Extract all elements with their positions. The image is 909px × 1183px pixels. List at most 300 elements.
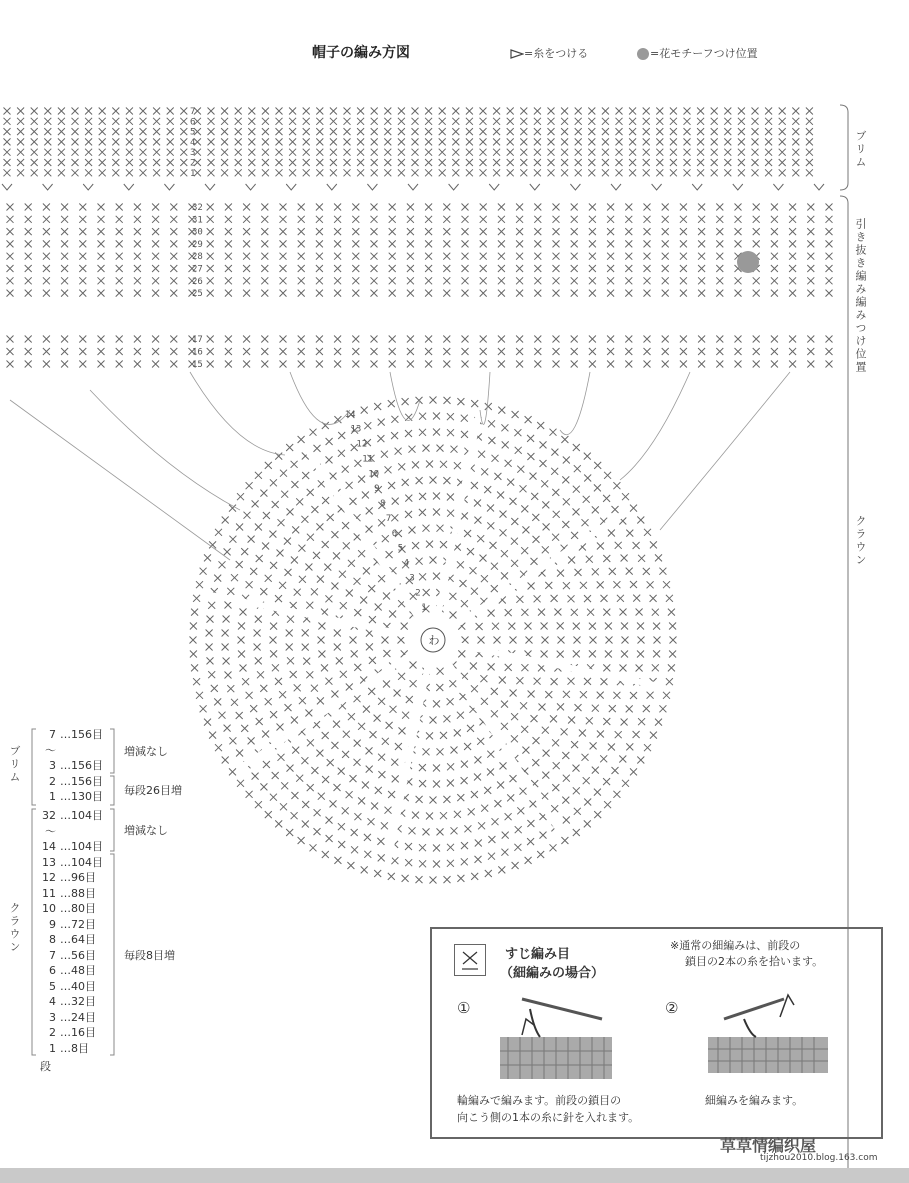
sc-stitch <box>17 159 24 166</box>
sc-stitch <box>573 486 580 493</box>
sc-stitch <box>289 128 296 135</box>
sc-stitch <box>275 595 282 602</box>
sc-stitch <box>497 782 504 789</box>
sc-stitch <box>460 580 467 587</box>
sc-stitch <box>575 704 582 711</box>
sc-stitch <box>398 463 405 470</box>
sc-stitch <box>334 784 341 791</box>
sc-stitch <box>534 595 541 602</box>
sc-stitch <box>419 493 426 500</box>
sc-stitch <box>190 651 197 658</box>
sc-stitch <box>680 265 687 272</box>
sc-stitch <box>502 441 509 448</box>
sc-stitch <box>280 204 287 211</box>
sc-stitch <box>374 403 381 410</box>
sc-stitch <box>222 757 229 764</box>
sc-stitch <box>789 240 796 247</box>
sc-stitch <box>405 511 412 518</box>
sc-stitch <box>771 290 778 297</box>
sc-stitch <box>303 169 310 176</box>
sc-stitch <box>437 668 444 675</box>
sc-stitch <box>806 108 813 115</box>
sc-stitch <box>225 240 232 247</box>
sc-stitch <box>684 169 691 176</box>
sc-stitch <box>542 546 549 553</box>
crown-row-number: 30 <box>192 227 203 238</box>
sc-stitch <box>630 505 637 512</box>
sc-stitch <box>551 805 558 812</box>
sc-stitch <box>386 551 393 558</box>
sc-stitch <box>334 216 341 223</box>
sc-stitch <box>303 108 310 115</box>
sc-stitch <box>561 118 568 125</box>
sc-stitch <box>638 718 645 725</box>
sc-stitch <box>25 336 32 343</box>
sc-stitch <box>716 204 723 211</box>
sc-stitch <box>262 159 269 166</box>
sc-stitch <box>478 451 485 458</box>
sc-stitch <box>225 361 232 368</box>
sc-stitch <box>180 149 187 156</box>
sc-stitch <box>534 361 541 368</box>
sc-stitch <box>643 705 650 712</box>
sc-stitch <box>298 336 305 343</box>
sc-stitch <box>153 108 160 115</box>
sc-stitch <box>650 595 657 602</box>
sc-stitch <box>430 877 437 884</box>
sc-stitch <box>462 228 469 235</box>
sc-stitch <box>571 609 578 616</box>
sc-stitch <box>597 731 604 738</box>
sc-stitch <box>571 277 578 284</box>
sc-stitch <box>644 529 651 536</box>
sc-stitch <box>246 692 253 699</box>
sc-stitch <box>563 817 570 824</box>
sc-stitch <box>480 240 487 247</box>
sc-stitch <box>468 808 475 815</box>
sc-stitch <box>553 204 560 211</box>
sc-stitch <box>656 118 663 125</box>
sc-stitch <box>112 118 119 125</box>
step1-text-2: 向こう側の1本の糸に針を入れます。 <box>457 1111 640 1124</box>
sc-stitch <box>31 128 38 135</box>
sc-stitch <box>548 149 555 156</box>
sc-stitch <box>520 159 527 166</box>
sc-stitch <box>443 240 450 247</box>
sc-stitch <box>625 216 632 223</box>
sc-stitch <box>371 290 378 297</box>
sc-stitch <box>528 583 535 590</box>
sc-stitch <box>126 169 133 176</box>
sc-stitch <box>462 253 469 260</box>
sc-stitch <box>416 876 423 883</box>
sc-stitch <box>352 228 359 235</box>
sc-stitch <box>562 752 569 759</box>
sc-stitch <box>261 336 268 343</box>
sc-stitch <box>278 754 285 761</box>
sc-stitch <box>371 348 378 355</box>
sc-stitch <box>287 765 294 772</box>
sc-stitch <box>480 204 487 211</box>
sc-stitch <box>260 783 267 790</box>
sc-stitch <box>466 169 473 176</box>
sc-stitch <box>289 118 296 125</box>
sc-stitch <box>235 138 242 145</box>
sc-stitch <box>461 842 468 849</box>
sc-stitch <box>430 797 437 804</box>
sc-stitch <box>322 497 329 504</box>
sc-stitch <box>480 265 487 272</box>
sc-stitch <box>303 159 310 166</box>
sc-stitch <box>180 108 187 115</box>
sc-stitch <box>378 754 385 761</box>
brim-stitch-grid <box>2 108 824 191</box>
sc-stitch <box>477 738 484 745</box>
sc-stitch <box>462 204 469 211</box>
sc-stitch <box>371 265 378 272</box>
sc-stitch <box>574 465 581 472</box>
sc-stitch <box>520 702 527 709</box>
sc-stitch <box>152 348 159 355</box>
sc-stitch <box>537 851 544 858</box>
row-stitch-count: …156目 <box>60 728 103 741</box>
sc-stitch <box>208 602 215 609</box>
sc-stitch <box>280 253 287 260</box>
sc-stitch <box>541 480 548 487</box>
sc-stitch <box>630 768 637 775</box>
sc-stitch <box>520 788 527 795</box>
sc-stitch <box>684 159 691 166</box>
sc-stitch <box>789 361 796 368</box>
sc-stitch <box>225 602 232 609</box>
sc-stitch <box>553 336 560 343</box>
row-stitch-count: …16目 <box>60 1026 96 1039</box>
sc-stitch <box>298 228 305 235</box>
sc-stitch <box>43 277 50 284</box>
sc-stitch <box>255 616 262 623</box>
sc-stitch <box>550 715 557 722</box>
sc-stitch <box>543 750 550 757</box>
sc-stitch <box>534 228 541 235</box>
sc-stitch <box>464 825 471 832</box>
sc-stitch <box>402 479 409 486</box>
sc-stitch <box>488 420 495 427</box>
sc-stitch <box>238 651 245 658</box>
sc-stitch <box>607 265 614 272</box>
sc-stitch <box>61 240 68 247</box>
sc-stitch <box>225 348 232 355</box>
sc-stitch <box>575 108 582 115</box>
sc-stitch <box>494 800 501 807</box>
sc-stitch <box>338 841 345 848</box>
sc-stitch <box>487 769 494 776</box>
center-ring-label: わ <box>428 634 440 647</box>
sc-stitch <box>601 595 608 602</box>
sc-stitch <box>334 290 341 297</box>
sc-stitch <box>237 493 244 500</box>
sc-stitch <box>334 361 341 368</box>
sc-stitch <box>716 361 723 368</box>
sc-stitch <box>520 108 527 115</box>
sc-stitch <box>488 853 495 860</box>
sc-stitch <box>527 453 534 460</box>
sc-stitch <box>398 673 405 680</box>
sc-stitch <box>425 159 432 166</box>
sc-stitch <box>43 240 50 247</box>
sc-stitch <box>302 801 309 808</box>
sc-stitch <box>765 169 772 176</box>
sc-stitch <box>407 204 414 211</box>
sc-stitch <box>43 348 50 355</box>
sc-stitch <box>279 691 286 698</box>
sc-stitch <box>488 610 495 617</box>
sc-stitch <box>571 336 578 343</box>
sc-stitch <box>561 436 568 443</box>
sc-stitch <box>498 407 505 414</box>
sc-stitch <box>771 361 778 368</box>
sc-stitch <box>167 128 174 135</box>
sc-stitch <box>548 138 555 145</box>
row-number: 2 <box>49 1026 56 1039</box>
sc-stitch <box>474 517 481 524</box>
sc-stitch <box>670 637 677 644</box>
sc-stitch <box>296 498 303 505</box>
sc-stitch <box>480 138 487 145</box>
sc-stitch <box>377 838 384 845</box>
sc-stitch <box>419 413 426 420</box>
sc-stitch <box>607 290 614 297</box>
sc-stitch <box>307 489 314 496</box>
sc-stitch <box>622 780 629 787</box>
sc-stitch <box>243 216 250 223</box>
sc-stitch <box>426 541 433 548</box>
sc-stitch <box>481 698 488 705</box>
sc-stitch <box>589 265 596 272</box>
sc-stitch <box>371 336 378 343</box>
sc-stitch <box>409 527 416 534</box>
sc-stitch <box>243 277 250 284</box>
sc-stitch <box>357 149 364 156</box>
sc-stitch <box>303 149 310 156</box>
increase-stitch <box>692 184 702 190</box>
sc-stitch <box>525 857 532 864</box>
sc-stitch <box>433 413 440 420</box>
sc-stitch <box>262 731 269 738</box>
sc-stitch <box>425 149 432 156</box>
sc-stitch <box>451 446 458 453</box>
sc-stitch <box>99 108 106 115</box>
sc-stitch <box>600 755 607 762</box>
sc-stitch <box>625 204 632 211</box>
sc-stitch <box>650 732 657 739</box>
sc-stitch <box>792 118 799 125</box>
sc-stitch <box>371 128 378 135</box>
sc-stitch <box>416 796 423 803</box>
sc-stitch <box>72 118 79 125</box>
sc-stitch <box>333 552 340 559</box>
sc-stitch <box>516 596 523 603</box>
sc-stitch <box>697 159 704 166</box>
sc-stitch <box>604 801 611 808</box>
sc-stitch <box>140 108 147 115</box>
sc-stitch <box>298 361 305 368</box>
sc-stitch <box>44 169 51 176</box>
sc-stitch <box>238 637 245 644</box>
sc-stitch <box>452 149 459 156</box>
sc-stitch <box>326 438 333 445</box>
sc-stitch <box>334 644 341 651</box>
sc-stitch <box>208 138 215 145</box>
sc-stitch <box>563 775 570 782</box>
sc-stitch <box>493 118 500 125</box>
sc-stitch <box>85 159 92 166</box>
sc-stitch <box>452 108 459 115</box>
circle-row-number: 7 <box>385 514 392 524</box>
circle-row-number: 9 <box>374 484 380 495</box>
sc-stitch <box>625 336 632 343</box>
sc-stitch <box>318 637 325 644</box>
sc-stitch <box>170 228 177 235</box>
sc-stitch <box>433 765 440 772</box>
sc-stitch <box>281 491 288 498</box>
sc-stitch <box>807 216 814 223</box>
sc-stitch <box>98 240 105 247</box>
sc-stitch <box>79 336 86 343</box>
sc-stitch <box>580 582 587 589</box>
sc-stitch <box>462 336 469 343</box>
sc-stitch <box>330 138 337 145</box>
sc-stitch <box>545 691 552 698</box>
sc-stitch <box>626 530 633 537</box>
sc-stitch <box>525 623 532 630</box>
sc-stitch <box>662 290 669 297</box>
sc-stitch <box>826 290 833 297</box>
sc-stitch <box>548 108 555 115</box>
sc-stitch <box>72 149 79 156</box>
sc-stitch <box>571 240 578 247</box>
sc-stitch <box>221 118 228 125</box>
row-stitch-count: …156目 <box>60 774 103 788</box>
connector-line <box>10 400 230 560</box>
sc-stitch <box>395 448 402 455</box>
sc-stitch <box>246 482 253 489</box>
sc-stitch <box>534 204 541 211</box>
sc-stitch <box>4 159 11 166</box>
sc-stitch <box>126 128 133 135</box>
sc-stitch <box>79 204 86 211</box>
sc-stitch <box>625 265 632 272</box>
sc-stitch <box>338 768 345 775</box>
sc-stitch <box>552 489 559 496</box>
sc-stitch <box>384 138 391 145</box>
sc-stitch <box>7 348 14 355</box>
sc-stitch <box>637 623 644 630</box>
sc-stitch <box>583 777 590 784</box>
sc-stitch <box>771 348 778 355</box>
sc-stitch <box>270 650 277 657</box>
sc-stitch <box>662 240 669 247</box>
row-stitch-count: …104目 <box>60 809 103 822</box>
sc-stitch <box>533 536 540 543</box>
sc-stitch <box>542 637 549 644</box>
sc-stitch <box>789 228 796 235</box>
sc-stitch <box>112 169 119 176</box>
sc-stitch <box>276 159 283 166</box>
sc-stitch <box>425 108 432 115</box>
sc-stitch <box>291 461 298 468</box>
sc-stitch <box>437 445 444 452</box>
sc-stitch <box>603 555 610 562</box>
row-stitch-count: …24目 <box>60 1010 96 1024</box>
sc-stitch <box>698 204 705 211</box>
row-stitch-count: …130目 <box>60 790 103 803</box>
footer-bar <box>0 1168 909 1183</box>
sc-stitch <box>516 277 523 284</box>
sc-stitch <box>334 348 341 355</box>
sc-stitch <box>530 800 537 807</box>
sc-stitch <box>79 228 86 235</box>
sc-stitch <box>592 506 599 513</box>
sc-stitch <box>221 169 228 176</box>
sc-stitch <box>79 348 86 355</box>
sc-stitch <box>384 118 391 125</box>
sc-stitch <box>425 361 432 368</box>
sc-stitch <box>366 643 373 650</box>
sc-stitch <box>330 159 337 166</box>
sc-stitch <box>85 118 92 125</box>
sc-stitch <box>550 429 557 436</box>
sc-stitch <box>656 159 663 166</box>
sc-stitch <box>43 336 50 343</box>
sc-stitch <box>753 348 760 355</box>
sc-stitch <box>331 531 338 538</box>
sc-stitch <box>650 541 657 548</box>
sc-stitch <box>244 512 251 519</box>
sc-stitch <box>276 169 283 176</box>
sc-stitch <box>306 602 313 609</box>
sc-stitch <box>407 265 414 272</box>
sc-stitch <box>655 719 662 726</box>
sc-stitch <box>534 138 541 145</box>
sc-stitch <box>261 228 268 235</box>
sc-stitch <box>626 705 633 712</box>
sc-stitch <box>501 572 508 579</box>
sc-stitch <box>254 644 261 651</box>
sc-stitch <box>416 477 423 484</box>
crown-row-number: 31 <box>192 215 203 226</box>
sc-stitch <box>533 737 540 744</box>
increase-stitch <box>124 184 134 190</box>
sc-stitch <box>412 108 419 115</box>
sc-stitch <box>433 509 440 516</box>
sc-stitch <box>419 764 426 771</box>
sc-stitch <box>806 159 813 166</box>
sc-stitch <box>521 609 528 616</box>
sc-stitch <box>491 563 498 570</box>
sc-stitch <box>116 240 123 247</box>
sc-stitch <box>457 875 464 882</box>
sc-stitch <box>301 757 308 764</box>
sc-stitch <box>568 717 575 724</box>
sc-stitch <box>807 265 814 272</box>
increase-stitch <box>43 184 53 190</box>
sc-stitch <box>314 828 321 835</box>
sc-stitch <box>351 846 358 853</box>
sc-stitch <box>231 574 238 581</box>
sc-stitch <box>443 228 450 235</box>
sc-stitch <box>423 589 430 596</box>
sc-stitch <box>541 623 548 630</box>
